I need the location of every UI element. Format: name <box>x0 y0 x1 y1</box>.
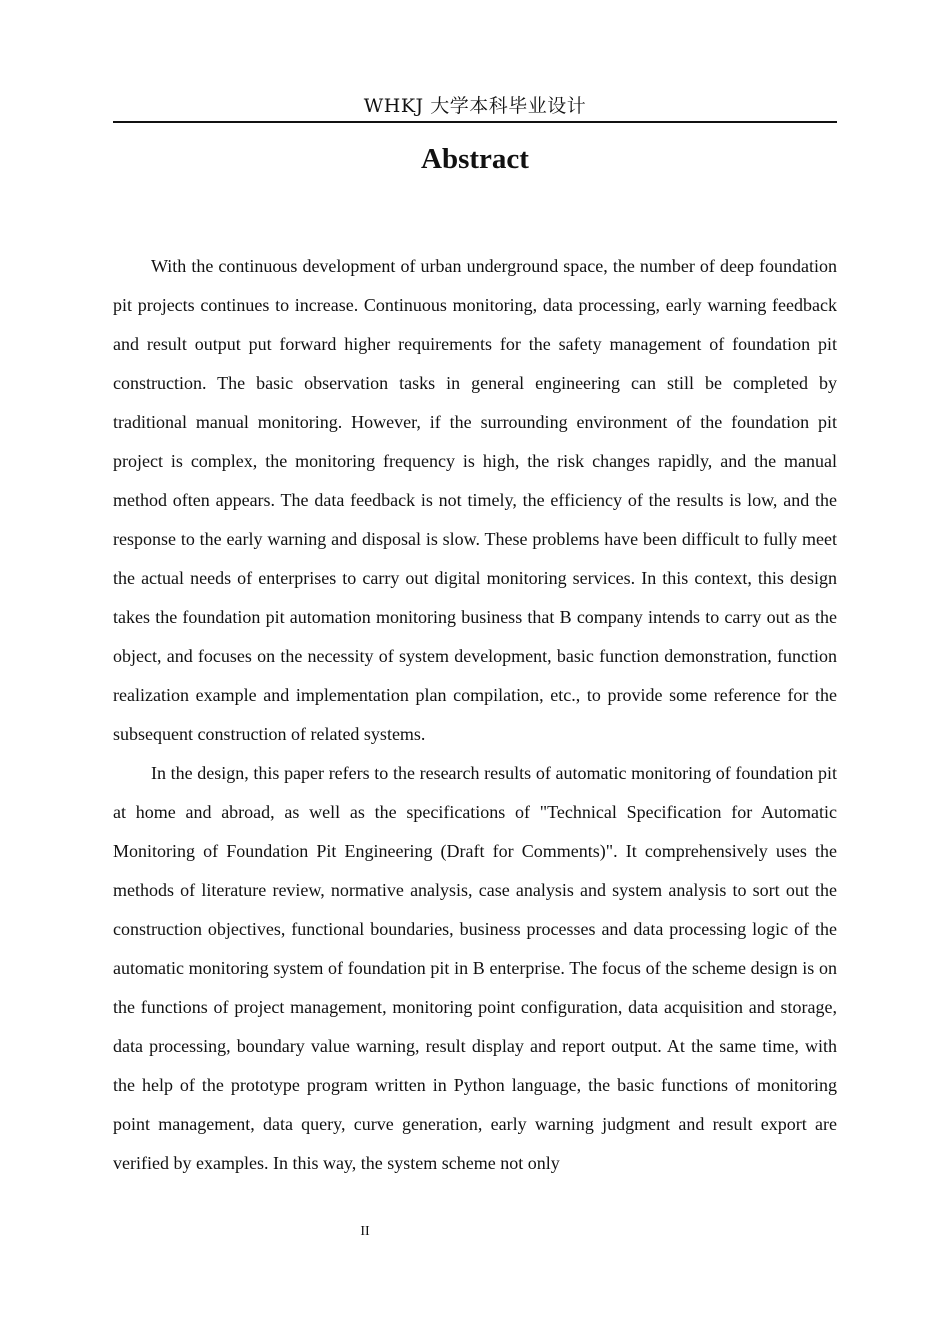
page-number: II <box>360 1224 370 1239</box>
header-rule <box>113 121 837 123</box>
running-header: WHKJ 大学本科毕业设计 <box>363 95 587 117</box>
abstract-title: Abstract <box>421 143 529 175</box>
abstract-paragraph-2: In the design, this paper refers to the research results of automatic monitoring of foundation pit at home and abroad, as well as the specifications of "Technical Specification for Automatic Monitoring of Foundation Pit Engineering (Draft for Comments)". It comprehensively uses the methods of literature review, normative analysis, case analysis and system analysis to sort out the construction objectives, functional boundaries, business processes and data processing logic of the automatic monitoring system of foundation pit in B enterprise. The focus of the scheme design is on the functions of project management, monitoring point configuration, data acquisition and storage, data processing, boundary value warning, result display and report output. At the same time, with the help of the prototype program written in Python language, the basic functions of monitoring point management, data query, curve generation, early warning judgment and result export are verified by examples. In this way, the system scheme not only <box>113 763 837 1173</box>
abstract-body <box>113 247 837 1183</box>
abstract-paragraph-1: With the continuous development of urban underground space, the number of deep foundation pit projects continues to increase. Continuous monitoring, data processing, early warning feedback and result output put forward higher requirements for the safety management of foundation pit construction. The basic observation tasks in general engineering can still be completed by traditional manual monitoring. However, if the surrounding environment of the foundation pit project is complex, the monitoring frequency is high, the risk changes rapidly, and the manual method often appears. The data feedback is not timely, the efficiency of the results is low, and the response to the early warning and disposal is slow. These problems have been difficult to fully meet the actual needs of enterprises to carry out digital monitoring services. In this context, this design takes the foundation pit automation monitoring business that B company intends to carry out as the object, and focuses on the necessity of system development, basic function demonstration, function realization example and implementation plan compilation, etc., to provide some reference for the subsequent construction of related systems. <box>113 256 837 744</box>
